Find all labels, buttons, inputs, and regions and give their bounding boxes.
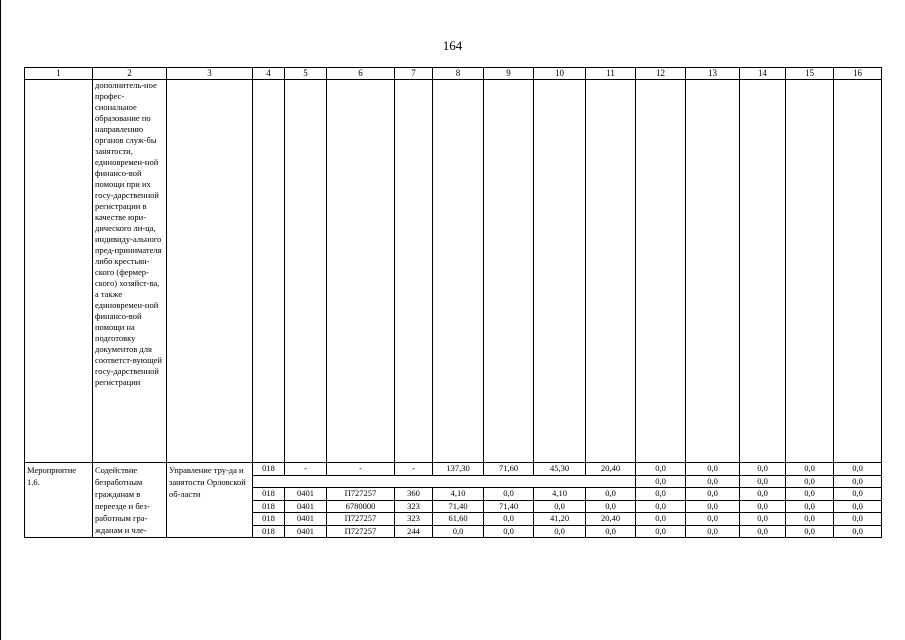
table-cell: 0,0 — [786, 513, 834, 526]
column-number-cell: 13 — [686, 68, 740, 80]
table-cell: 0,0 — [586, 525, 636, 538]
table-cell: 0,0 — [786, 488, 834, 501]
table-cell — [484, 80, 534, 463]
measure-label: Мероприятие 1.6. — [25, 463, 93, 538]
table-cell: 0,0 — [834, 525, 882, 538]
table-cell — [740, 80, 786, 463]
table-cell: 018 — [253, 463, 285, 476]
table-cell: 0,0 — [740, 475, 786, 488]
column-number-cell: 3 — [167, 68, 253, 80]
table-cell: 360 — [395, 488, 433, 501]
column-number-cell: 12 — [636, 68, 686, 80]
table-cell: 0,0 — [740, 513, 786, 526]
table-cell — [285, 80, 327, 463]
table-cell: 4,10 — [433, 488, 484, 501]
table-cell: 0,0 — [740, 463, 786, 476]
table-cell: 71,60 — [484, 463, 534, 476]
table-cell: 6780000 — [327, 500, 395, 513]
table-cell: 0,0 — [636, 525, 686, 538]
table-cell: П727257 — [327, 488, 395, 501]
continuation-row — [25, 80, 882, 463]
table-cell — [834, 80, 882, 463]
page-left-edge — [0, 0, 1, 640]
table-cell: - — [285, 463, 327, 476]
measure-executor: Управление тру-да и занятости Орловской об-ласти — [167, 463, 253, 538]
column-number-cell: 14 — [740, 68, 786, 80]
column-number-cell: 15 — [786, 68, 834, 80]
table-cell: 45,30 — [534, 463, 586, 476]
table-cell: 20,40 — [586, 513, 636, 526]
column-number-cell: 16 — [834, 68, 882, 80]
table-cell: 323 — [395, 500, 433, 513]
table-cell — [253, 80, 285, 463]
table-cell: 0,0 — [786, 463, 834, 476]
table-cell: 0,0 — [834, 500, 882, 513]
table-cell — [786, 80, 834, 463]
table-cell — [25, 80, 93, 463]
column-number-cell: 9 — [484, 68, 534, 80]
table-cell: 244 — [395, 525, 433, 538]
table-cell: 0,0 — [786, 500, 834, 513]
table-cell: 0,0 — [636, 513, 686, 526]
table-cell: 0,0 — [636, 488, 686, 501]
table-cell — [636, 80, 686, 463]
table-cell: 0,0 — [484, 525, 534, 538]
column-number-cell: 8 — [433, 68, 484, 80]
table-cell: 0,0 — [586, 488, 636, 501]
table-body — [25, 68, 882, 538]
table-cell — [167, 80, 253, 463]
column-number-cell: 7 — [395, 68, 433, 80]
table-cell: - — [395, 463, 433, 476]
table-cell: 0,0 — [786, 475, 834, 488]
column-number-cell: 10 — [534, 68, 586, 80]
page-number: 164 — [442, 38, 463, 53]
table-cell: 018 — [253, 513, 285, 526]
table-cell: - — [327, 463, 395, 476]
table-cell: 0,0 — [786, 525, 834, 538]
column-number-cell: 5 — [285, 68, 327, 80]
table-cell — [534, 80, 586, 463]
column-number-cell: 1 — [25, 68, 93, 80]
table-cell — [327, 80, 395, 463]
column-number-cell: 2 — [93, 68, 167, 80]
table-cell: 0,0 — [433, 525, 484, 538]
table-cell — [433, 80, 484, 463]
table-cell: 018 — [253, 488, 285, 501]
table-cell: П727257 — [327, 513, 395, 526]
column-number-row — [25, 68, 882, 80]
table-cell: 0,0 — [740, 500, 786, 513]
table-cell — [586, 80, 636, 463]
table-cell: 0,0 — [686, 463, 740, 476]
table-cell: 0,0 — [636, 500, 686, 513]
table-cell — [686, 80, 740, 463]
table-cell: 0,0 — [834, 463, 882, 476]
table-cell: 41,20 — [534, 513, 586, 526]
table-cell — [253, 475, 636, 488]
table-row — [25, 463, 882, 476]
table-cell: 4,10 — [534, 488, 586, 501]
table-cell: 0,0 — [834, 488, 882, 501]
budget-table — [24, 67, 882, 538]
table-cell: 61,60 — [433, 513, 484, 526]
table-cell: 0,0 — [740, 525, 786, 538]
table-cell: 0,0 — [834, 513, 882, 526]
table-cell: 0,0 — [834, 475, 882, 488]
table-cell: 71,40 — [433, 500, 484, 513]
table-cell: 0,0 — [636, 463, 686, 476]
table-cell: 018 — [253, 500, 285, 513]
continued-description: дополнитель-ное профес-сиональное образование по направлению органов служ-бы занятости, единовремен-ной финансо-вой помощи при их госу-дарственной регистрации в качестве юри-дического ли-ца, индивиду-ального пред-принимателя либо крестьян-ского (фермер-ского) хозяйст-ва, а также единовремен-ной финансо-вой помощи на подготовку документов для соответст-вующей госу-дарственной регистрации — [93, 80, 167, 463]
table-cell: 0401 — [285, 513, 327, 526]
table-cell: 0,0 — [740, 488, 786, 501]
table-cell: 323 — [395, 513, 433, 526]
table-cell: 137,30 — [433, 463, 484, 476]
table-cell: 0,0 — [686, 513, 740, 526]
table-cell: П727257 — [327, 525, 395, 538]
table-cell: 0,0 — [636, 475, 686, 488]
table-cell: 20,40 — [586, 463, 636, 476]
table-cell — [395, 80, 433, 463]
table-cell: 0401 — [285, 488, 327, 501]
table-cell: 0401 — [285, 500, 327, 513]
table-cell: 0401 — [285, 525, 327, 538]
table-cell: 0,0 — [534, 525, 586, 538]
measure-description: Содействие безработным гражданам в переезде и без-работным гра-жданам и чле- — [93, 463, 167, 538]
table-cell: 0,0 — [686, 525, 740, 538]
table-cell: 0,0 — [484, 513, 534, 526]
table-cell: 0,0 — [686, 488, 740, 501]
table-cell: 018 — [253, 525, 285, 538]
column-number-cell: 11 — [586, 68, 636, 80]
table-cell: 0,0 — [586, 500, 636, 513]
table-cell: 0,0 — [686, 475, 740, 488]
table-cell: 0,0 — [686, 500, 740, 513]
table-cell: 71,40 — [484, 500, 534, 513]
column-number-cell: 4 — [253, 68, 285, 80]
table-cell: 0,0 — [484, 488, 534, 501]
table-cell: 0,0 — [534, 500, 586, 513]
column-number-cell: 6 — [327, 68, 395, 80]
